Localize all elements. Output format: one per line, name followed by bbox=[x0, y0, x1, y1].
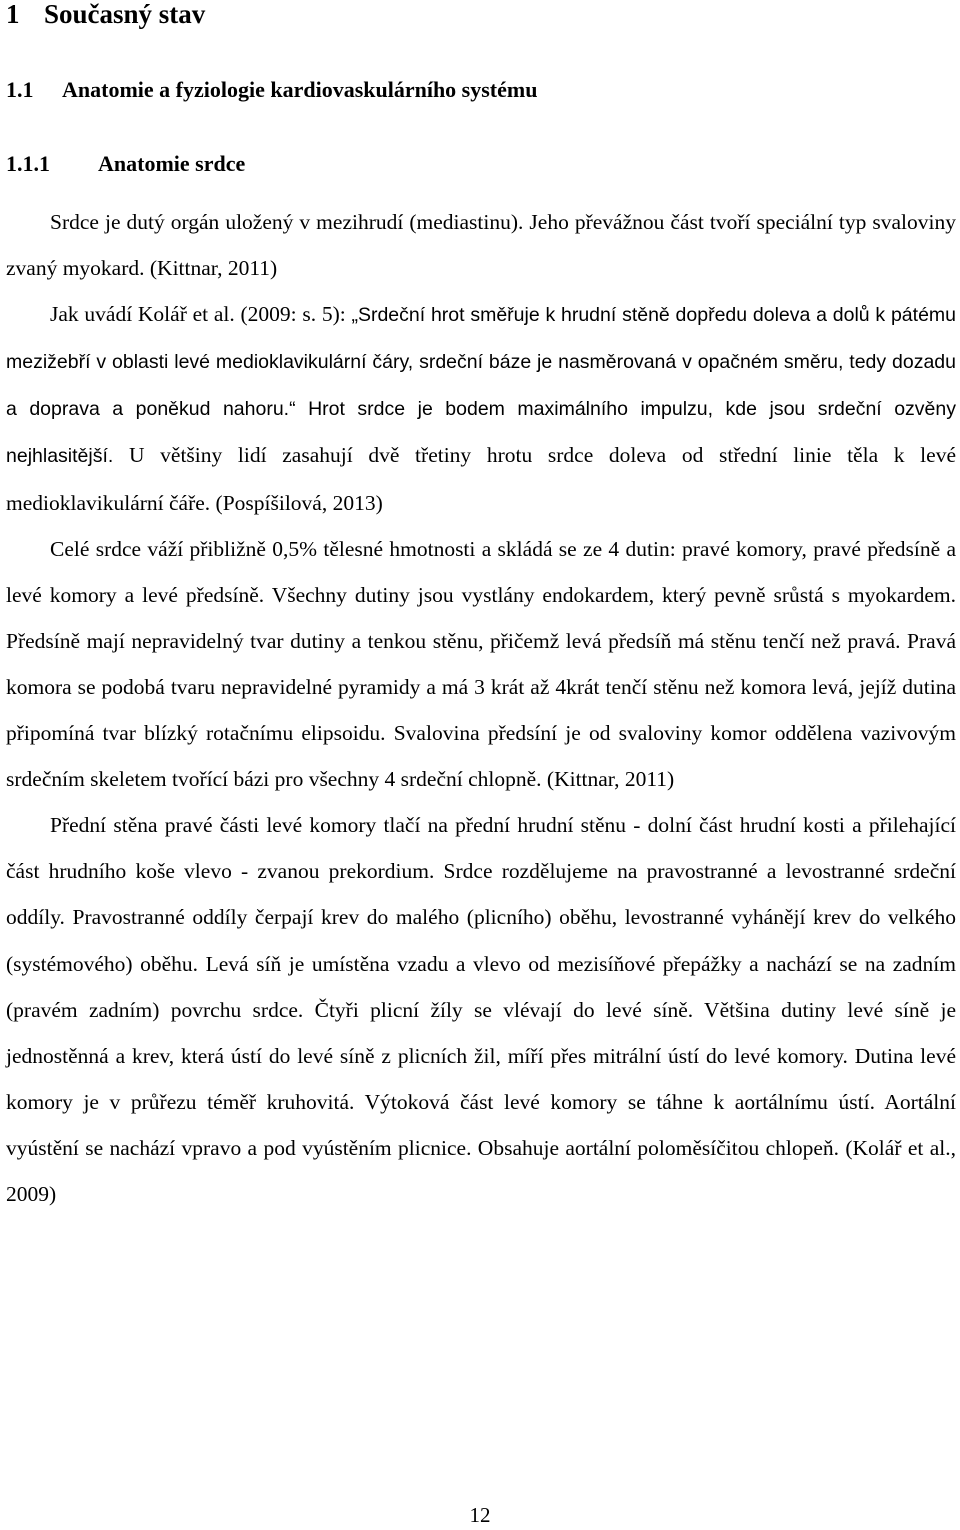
chapter-number: 1 bbox=[6, 0, 20, 29]
paragraph-4: Přední stěna pravé části levé komory tlačí na přední hrudní stěnu - dolní část hrudní kosti a přilehající část hrudního koše vlevo - zvanou prekordium. Srdce rozdělujeme na pravostranné a levostranné srdeční oddíly. Pravostranné oddíly čerpají krev do malého (plicního) oběhu, levostranné vyhánějí krev do velkého (systémového) oběhu. Levá síň je umístěna vzadu a vlevo od mezisíňové přepážky a nachází se na zadním (pravém zadním) povrchu srdce. Čtyři plicní žíly se vlévají do levé síně. Většina dutiny levé síně je jednostěnná a krev, která ústí do levé síně z plicních žil, míří přes mitrální ústí do levé komory. Dutina levé komory je v průřezu téměř kruhovitá. Výtoková část levé komory se táhne k aortálnímu ústí. Aortální vyústění se nachází vpravo a pod vyústěním plicnice. Obsahuje aortální poloměsíčitou chlopeň. (Kolář et al., 2009) bbox=[6, 813, 956, 1206]
chapter-title: Současný stav bbox=[44, 0, 206, 29]
subsection-title: Anatomie srdce bbox=[98, 151, 246, 176]
section-heading bbox=[6, 72, 537, 108]
section-number: 1.1 bbox=[6, 77, 34, 102]
paragraph-1: Srdce je dutý orgán uložený v mezihrudí (mediastinu). Jeho převážnou část tvoří speciální typ svaloviny zvaný myokard. (Kittnar, 2011) bbox=[6, 210, 956, 281]
paragraph-2-quote: „Srdeční hrot směřuje k hrudní stěně dopředu doleva a dolů k pátému mezižebří v oblasti levé medioklavikulární čáry, srdeční báze je nasměrovaná v opačném směru, tedy dozadu a doprava a poněkud nahoru.“ Hrot srdce je bodem maximálního impulzu, kde jsou srdeční ozvěny nejhlasitější. bbox=[6, 304, 956, 468]
subsection-number: 1.1.1 bbox=[6, 151, 50, 176]
paragraph-2-intro: Jak uvádí Kolář et al. (2009: s. 5): bbox=[50, 302, 352, 327]
paragraph-3: Celé srdce váží přibližně 0,5% tělesné hmotnosti a skládá se ze 4 dutin: pravé komory, pravé předsíně a levé komory a levé předsíně. Všechny dutiny jsou vystlány endokardem, který pevně srůstá s myokardem. Předsíně mají nepravidelný tvar dutiny a tenkou stěnu, přičemž levá předsíň má stěnu tenčí než pravá. Pravá komora se podobá tvaru nepravidelné pyramidy a má 3 krát až 4krát tenčí stěnu než komora levá, jejíž dutina připomíná tvar blízký rotačnímu elipsoidu. Svalovina předsíní je od svaloviny komor oddělena vazivovým srdečním skeletem tvořící bázi pro všechny 4 srdeční chlopně. (Kittnar, 2011) bbox=[6, 536, 956, 792]
page-number: 12 bbox=[469, 1503, 491, 1527]
section-title: Anatomie a fyziologie kardiovaskulárního systému bbox=[62, 77, 538, 102]
paragraph-2-rest: U většiny lidí zasahují dvě třetiny hrotu srdce doleva od střední linie těla k levé medioklavikulární čáře. (Pospíšilová, 2013) bbox=[6, 443, 956, 515]
chapter-heading bbox=[6, 0, 205, 34]
body-text bbox=[6, 199, 956, 1217]
paragraph-2 bbox=[6, 291, 956, 525]
subsection-heading bbox=[6, 146, 245, 182]
